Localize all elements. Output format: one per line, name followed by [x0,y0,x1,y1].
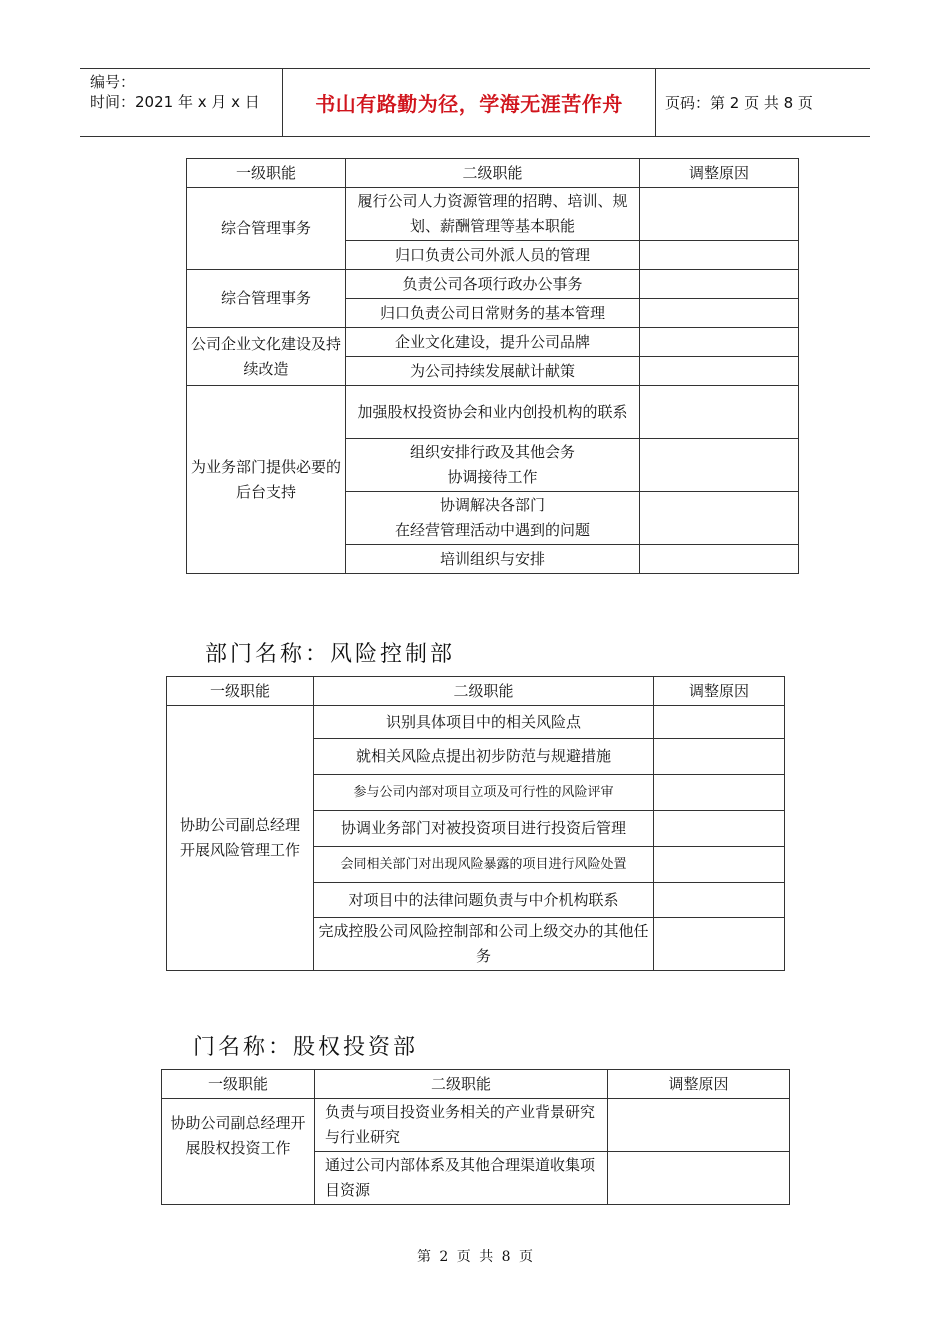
duties-table-risk-control [166,676,785,971]
header-adjust-reason: 调整原因 [640,159,799,188]
primary-duty-cell: 综合管理事务 [187,270,346,328]
primary-duty-cell: 公司企业文化建设及持续改造 [187,328,346,386]
adjust-reason-cell [640,188,799,241]
page-indicator: 页码：第 2 页 共 8 页 [665,94,813,112]
adjust-reason-cell [654,883,785,918]
secondary-duty-line: 协调解决各部门 [439,496,545,514]
duties-table-1 [186,158,799,574]
secondary-duty-cell: 负责与项目投资业务相关的产业背景研究与行业研究 [315,1099,608,1152]
adjust-reason-cell [608,1099,790,1152]
secondary-duty-cell [346,439,640,492]
primary-duty-cell: 综合管理事务 [187,188,346,270]
header-primary-duty: 一级职能 [187,159,346,188]
header-secondary-duty: 二级职能 [315,1070,608,1099]
table-row [187,188,799,241]
adjust-reason-cell [654,847,785,883]
adjust-reason-cell [640,328,799,357]
secondary-duty-line: 在经营管理活动中遇到的问题 [394,521,590,539]
page-footer: 第 2 页 共 8 页 [416,1249,534,1265]
page-header [80,68,870,137]
secondary-duty-line: 协调接待工作 [447,468,538,486]
secondary-duty-cell: 负责公司各项行政办公事务 [346,270,640,299]
secondary-duty-cell: 会同相关部门对出现风险暴露的项目进行风险处置 [314,847,654,883]
header-page-cell [655,69,870,136]
primary-duty-cell: 协助公司副总经理开展股权投资工作 [162,1099,315,1205]
header-secondary-duty: 二级职能 [346,159,640,188]
secondary-duty-cell: 为公司持续发展献计献策 [346,357,640,386]
secondary-duty-cell: 培训组织与安排 [346,545,640,574]
adjust-reason-cell [654,739,785,775]
secondary-duty-cell: 完成控股公司风险控制部和公司上级交办的其他任务 [314,918,654,971]
header-motto-cell [282,69,656,136]
secondary-duty-cell: 通过公司内部体系及其他合理渠道收集项目资源 [315,1152,608,1205]
secondary-duty-cell: 归口负责公司日常财务的基本管理 [346,299,640,328]
table-row [167,706,785,739]
table-row [187,328,799,357]
secondary-duty-cell [346,492,640,545]
motto-text: 书山有路勤为径，学海无涯苦作舟 [315,92,623,116]
adjust-reason-cell [608,1152,790,1205]
table-header-row [187,159,799,188]
adjust-reason-cell [654,918,785,971]
header-secondary-duty: 二级职能 [314,677,654,706]
secondary-duty-cell: 归口负责公司外派人员的管理 [346,241,640,270]
primary-duty-cell: 协助公司副总经理开展风险管理工作 [167,706,314,971]
adjust-reason-cell [640,386,799,439]
header-meta [80,69,282,136]
secondary-duty-cell: 协调业务部门对被投资项目进行投资后管理 [314,811,654,847]
section-title-equity-investment: 门名称：股权投资部 [193,1035,419,1060]
adjust-reason-cell [640,241,799,270]
table-header-row [162,1070,790,1099]
secondary-duty-cell: 履行公司人力资源管理的招聘、培训、规划、薪酬管理等基本职能 [346,188,640,241]
primary-duty-cell: 为业务部门提供必要的后台支持 [187,386,346,574]
adjust-reason-cell [654,811,785,847]
document-number-label: 编号： [90,73,136,91]
header-adjust-reason: 调整原因 [654,677,785,706]
adjust-reason-cell [654,706,785,739]
adjust-reason-cell [640,492,799,545]
duties-table-equity-investment [161,1069,790,1205]
adjust-reason-cell [640,299,799,328]
secondary-duty-cell: 对项目中的法律问题负责与中介机构联系 [314,883,654,918]
secondary-duty-cell: 企业文化建设，提升公司品牌 [346,328,640,357]
secondary-duty-cell: 参与公司内部对项目立项及可行性的风险评审 [314,775,654,811]
adjust-reason-cell [640,357,799,386]
table-row [187,270,799,299]
header-primary-duty: 一级职能 [167,677,314,706]
secondary-duty-cell: 加强股权投资协会和业内创投机构的联系 [346,386,640,439]
header-adjust-reason: 调整原因 [608,1070,790,1099]
secondary-duty-line: 组织安排行政及其他会务 [409,443,575,461]
adjust-reason-cell [640,439,799,492]
secondary-duty-cell: 识别具体项目中的相关风险点 [314,706,654,739]
adjust-reason-cell [654,775,785,811]
section-title-risk-control: 部门名称：风险控制部 [205,642,456,667]
table-row [162,1099,790,1152]
secondary-duty-cell: 就相关风险点提出初步防范与规避措施 [314,739,654,775]
adjust-reason-cell [640,545,799,574]
table-row [187,386,799,439]
adjust-reason-cell [640,270,799,299]
table-header-row [167,677,785,706]
document-time-label: 时间：2021 年 x 月 x 日 [90,93,260,111]
header-primary-duty: 一级职能 [162,1070,315,1099]
